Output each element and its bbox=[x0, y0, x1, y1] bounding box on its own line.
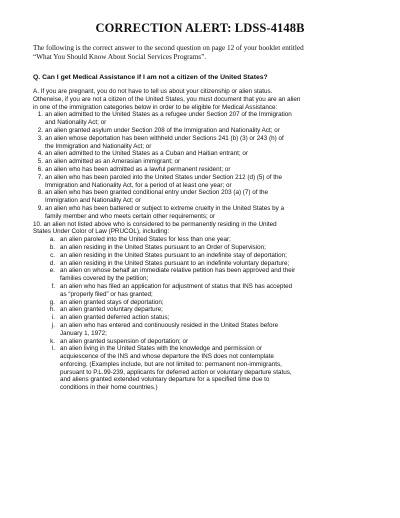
list-item-number: c. bbox=[50, 251, 55, 259]
list-item-line: Immigration and Nationality Act, for a period of at least one year; or bbox=[45, 181, 232, 189]
list-item bbox=[45, 283, 383, 299]
list-item-10-line: States Under Color of Law (PRUCOL), including: bbox=[33, 228, 170, 236]
list-item-line: an alien on whose behalf an immediate relative petition has been approved and their bbox=[60, 267, 296, 275]
list-item-text bbox=[45, 189, 383, 205]
list-item-line: an alien admitted to the United States as a refugee under Section 207 of the Immigration bbox=[45, 111, 292, 119]
list-item-line: an alien residing in the United States pursuant to an indefinite voluntary departure; bbox=[60, 259, 290, 267]
list-item-line: January 1, 1972; bbox=[60, 329, 107, 337]
list-item-text bbox=[45, 158, 383, 166]
list-item-number: i. bbox=[51, 314, 55, 322]
list-item-text bbox=[45, 205, 383, 221]
list-item-line: an alien admitted to the United States as a Cuban and Haitian entrant; or bbox=[45, 150, 249, 158]
list-item-line: an alien residing in the United States pursuant to an Order of Supervision; bbox=[60, 243, 266, 251]
list-item-line: an alien granted voluntary departure; bbox=[60, 306, 163, 314]
list-item-number: b. bbox=[49, 243, 55, 251]
list-item-line: an alien living in the United States with the knowledge and permission or bbox=[60, 345, 262, 353]
list-item-line: Immigration and Nationality Act; or bbox=[45, 197, 141, 205]
list-item-number: 8. bbox=[37, 189, 43, 197]
page-title: CORRECTION ALERT: LDSS-4148B bbox=[95, 21, 305, 35]
list-item-line: an alien admitted as an Amerasian immigrant; or bbox=[45, 158, 181, 166]
list-item-text bbox=[60, 236, 383, 244]
list-item-text bbox=[60, 322, 383, 338]
list-item-line: an alien granted asylum under Section 208 of the Immigration and Nationality Act; or bbox=[45, 126, 280, 134]
list-item-text bbox=[60, 338, 383, 346]
list-item-number: 3. bbox=[37, 134, 43, 142]
list-item-text bbox=[60, 299, 383, 307]
list-item bbox=[45, 345, 383, 392]
list-item bbox=[45, 236, 383, 244]
list-item-line: acquiescence of the INS and whose departure the INS does not contemplate bbox=[60, 353, 274, 361]
list-item bbox=[45, 244, 383, 252]
list-item-number: e. bbox=[49, 267, 55, 275]
list-item-line: an alien who has been battered or subject to extreme cruelty in the United States by a bbox=[45, 204, 285, 212]
list-item-number: 7. bbox=[37, 173, 43, 181]
intro-line: The following is the correct answer to the second question on page 12 of your booklet entitled bbox=[33, 44, 304, 52]
list-item-number: f. bbox=[51, 282, 55, 290]
list-item-line: enforcing. (Examples include, but are not limited to: permanent non-immigrants, bbox=[60, 360, 282, 368]
list-item-number: 2. bbox=[37, 126, 43, 134]
list-item bbox=[33, 135, 383, 151]
list-item-text bbox=[45, 174, 383, 190]
list-item-text bbox=[60, 283, 383, 299]
list-item bbox=[45, 260, 383, 268]
list-item-text bbox=[60, 306, 383, 314]
answer-line: A. If you are pregnant, you do not have to tell us about your citizenship or alien status. bbox=[33, 88, 273, 95]
list-item-line: pursuant to P.L.99-239, applicants for deferred action or voluntary departure status, bbox=[60, 368, 292, 376]
list-item-line: and Nationality Act; or bbox=[45, 119, 107, 127]
list-item-text bbox=[45, 166, 383, 174]
list-item-number: k. bbox=[50, 337, 55, 345]
list-item-number: j. bbox=[51, 321, 55, 329]
list-item-number: l. bbox=[51, 345, 55, 353]
list-item bbox=[45, 306, 383, 314]
list-item-number: 1. bbox=[37, 111, 43, 119]
list-item-text bbox=[45, 111, 383, 127]
list-item-line: an alien who has been admitted as a lawful permanent resident; or bbox=[45, 165, 231, 173]
list-item-line: as “properly filed” or has granted; bbox=[60, 290, 153, 298]
list-item-number: 6. bbox=[37, 165, 43, 173]
intro-paragraph bbox=[33, 44, 378, 62]
list-item-line: families covered by the petition; bbox=[60, 275, 149, 283]
list-item-text bbox=[60, 345, 383, 392]
list-item bbox=[45, 252, 383, 260]
list-item bbox=[33, 174, 383, 190]
answer-paragraph bbox=[33, 88, 383, 111]
list-item-number: 9. bbox=[37, 204, 43, 212]
list-item-text bbox=[60, 267, 383, 283]
list-item-line: conditions in their home countries.) bbox=[60, 384, 158, 392]
list-item-text bbox=[45, 150, 383, 158]
list-item-line: an alien who has entered and continuously resided in the United States before bbox=[60, 321, 279, 329]
list-item bbox=[33, 127, 383, 135]
answer-section bbox=[33, 88, 383, 392]
list-item-line: an alien residing in the United States pursuant to an indefinite stay of deportation; bbox=[60, 251, 287, 259]
list-item-number: a. bbox=[49, 236, 55, 244]
intro-line: “What You Should Know About Social Services Programs”. bbox=[33, 53, 207, 61]
list-item-10-text: an alien not listed above who is considered to be permanently residing in the United bbox=[43, 220, 277, 228]
list-item bbox=[45, 299, 383, 307]
list-item-text bbox=[60, 314, 383, 322]
list-item-line: and aliens granted extended voluntary departure for a specified time due to bbox=[60, 376, 270, 384]
list-item-line: an alien who has filed an application for adjustment of status that INS has accepted bbox=[60, 282, 293, 290]
list-item bbox=[45, 338, 383, 346]
list-item-line: an alien granted stays of deportation; bbox=[60, 298, 164, 306]
list-item-text bbox=[60, 252, 383, 260]
list-item bbox=[33, 205, 383, 221]
list-item-line: the Immigration and Nationality Act; or bbox=[45, 142, 152, 150]
list-item-text bbox=[60, 260, 383, 268]
answer-line: in one of the immigration categories below in order to be eligible for Medical Assistance: bbox=[33, 103, 278, 111]
list-item-line: an alien who has been granted conditional entry under Section 203 (a) (7) of the bbox=[45, 189, 268, 197]
list-item-number: h. bbox=[49, 306, 55, 314]
numbered-list bbox=[33, 111, 383, 220]
list-item-line: an alien paroled into the United States for less than one year; bbox=[60, 236, 231, 244]
list-item-number: 5. bbox=[37, 158, 43, 166]
list-item-text bbox=[45, 135, 383, 151]
list-item-number: d. bbox=[49, 259, 55, 267]
list-item bbox=[45, 267, 383, 283]
list-item-text bbox=[45, 127, 383, 135]
list-item-line: an alien whose deportation has been withheld under Sections 241 (b) (3) or 243 (h) of bbox=[45, 134, 284, 142]
list-item bbox=[33, 111, 383, 127]
list-item-text bbox=[60, 244, 383, 252]
list-item-10 bbox=[33, 221, 383, 237]
list-item bbox=[33, 158, 383, 166]
list-item-line: an alien who has been paroled into the United States under Section 212 (d) (5) of the bbox=[45, 173, 282, 181]
list-item-line: an alien granted suspension of deportation; or bbox=[60, 337, 189, 345]
list-item-line: an alien granted deferred action status; bbox=[60, 314, 170, 322]
list-item-10-number: 10. bbox=[33, 220, 42, 228]
question-heading: Q. Can I get Medical Assistance if I am not a citizen of the United States? bbox=[33, 74, 268, 81]
list-item-10-line bbox=[33, 221, 383, 229]
list-item-number: g. bbox=[49, 298, 55, 306]
list-item bbox=[33, 166, 383, 174]
list-item-number: 4. bbox=[37, 150, 43, 158]
list-item-line: family member and who meets certain other requirements; or bbox=[45, 212, 216, 220]
list-item bbox=[45, 322, 383, 338]
sub-list bbox=[33, 236, 383, 392]
list-item bbox=[45, 314, 383, 322]
list-item bbox=[33, 189, 383, 205]
answer-line: Otherwise, if you are not a citizen of the United States, you must document that you are an alien bbox=[33, 95, 301, 103]
list-item bbox=[33, 150, 383, 158]
